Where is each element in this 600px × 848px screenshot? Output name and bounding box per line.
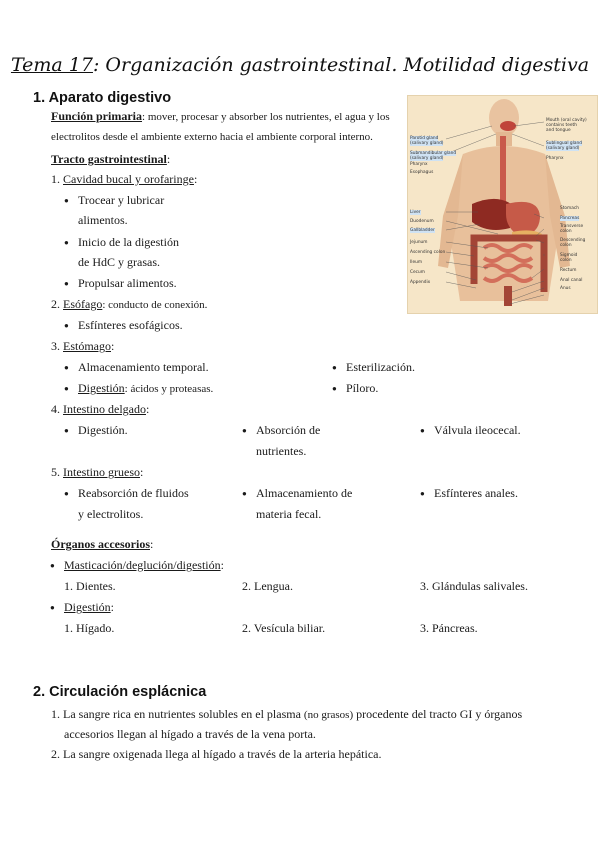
paragraph-text: La sangre rica en nutrientes solubles en el plasma <box>63 707 301 721</box>
section-heading-circulacion: 2. Circulación esplácnica <box>33 684 207 700</box>
bullet-item: ● Digestión. <box>78 423 128 438</box>
figure-label: Anus <box>560 286 571 291</box>
item-number: 3. <box>51 339 60 353</box>
figure-label: Sublingual gland <box>546 141 582 146</box>
bullet-item: ● Trocear y lubricar <box>78 193 164 208</box>
list-item-esofago <box>51 297 207 313</box>
figure-label: Transverse <box>560 224 584 229</box>
item-label: Cavidad bucal y orofaringe <box>63 172 194 186</box>
figure-label: (salivary gland) <box>410 141 444 146</box>
esophagus-shape <box>500 136 506 208</box>
figure-label: Descending <box>560 238 586 243</box>
paragraph-number: 1. <box>51 707 60 721</box>
accessory-item: 2. Vesícula biliar. <box>242 621 326 635</box>
organos-accesorios-colon: : <box>149 537 154 551</box>
item-label: Estómago <box>63 339 111 353</box>
bullet-continuation: alimentos. <box>78 213 128 227</box>
rectum-shape <box>504 286 512 306</box>
tracto-gi-colon: : <box>166 152 171 166</box>
accessory-item: 3. Glándulas salivales. <box>420 579 528 593</box>
figure-label: Jejunum <box>410 240 428 245</box>
item-label: Intestino grueso <box>63 465 140 479</box>
figure-label: (salivary gland) <box>410 156 444 161</box>
digestion-accesorios-label: Digestión <box>64 600 111 614</box>
figure-label: (salivary gland) <box>546 146 580 151</box>
bullet-item: ● Reabsorción de fluidos <box>78 486 189 501</box>
figure-label: Pharynx <box>410 162 428 167</box>
funcion-primaria-label: Función primaria <box>51 109 143 123</box>
figure-label: Parotid gland <box>410 136 439 141</box>
bullet-continuation: y electrolitos. <box>78 507 144 521</box>
item-suffix: : conducto de conexión. <box>102 299 208 311</box>
figure-label: Stomach <box>560 206 579 211</box>
list-item-estomago <box>51 339 114 354</box>
section-heading-aparato-digestivo: 1. Aparato digestivo <box>33 90 172 106</box>
bullet-item: ● Esfínteres esofágicos. <box>78 318 183 333</box>
figure-label: Rectum <box>560 268 577 273</box>
list-item-intestino-grueso <box>51 465 143 480</box>
list-item-intestino-delgado <box>51 402 149 417</box>
masticacion-label: Masticación/deglución/digestión <box>64 558 221 572</box>
paragraph-2 <box>51 747 382 762</box>
item-label: Intestino delgado <box>63 402 146 416</box>
figure-label: Esophagus <box>410 170 434 175</box>
figure-label: Cecum <box>410 270 425 275</box>
head-shape <box>489 99 519 137</box>
figure-label: Pancreas <box>560 216 580 221</box>
accessory-item: 1. Dientes. <box>64 579 116 593</box>
figure-label: Ileum <box>410 260 423 265</box>
paragraph-1-line2: accesorios llegan al hígado a través de la vena porta. <box>64 727 316 741</box>
bullet-continuation: nutrientes. <box>256 444 307 458</box>
bullet-continuation: materia fecal. <box>256 507 322 521</box>
bullet-item <box>78 381 213 397</box>
item-number: 4. <box>51 402 60 416</box>
figure-label: Submandibular gland <box>410 151 457 156</box>
item-number: 1. <box>51 172 60 186</box>
item-suffix: : <box>193 172 198 186</box>
bullet-item: ● Inicio de la digestión <box>78 235 179 250</box>
funcion-primaria-text: : mover, procesar y absorber los nutrientes, el agua y los <box>142 111 390 123</box>
title-topic: Tema 17 <box>10 54 93 76</box>
bullet-item: ● Válvula ileocecal. <box>434 423 521 438</box>
figure-label: Anal canal <box>560 278 583 283</box>
bullet-item: ● Almacenamiento temporal. <box>78 360 209 375</box>
accessory-item: 2. Lengua. <box>242 579 293 593</box>
figure-label: Sigmoid <box>560 253 578 258</box>
mouth-shape <box>500 121 516 131</box>
tracto-gi-label: Tracto gastrointestinal <box>51 152 167 166</box>
bullet-item: ● Píloro. <box>346 381 378 396</box>
accessory-item: 3. Páncreas. <box>420 621 478 635</box>
digestive-system-figure <box>407 95 598 314</box>
paragraph-text: La sangre oxigenada llega al hígado a través de la arteria hepática. <box>63 747 382 761</box>
list-item-cavidad-bucal <box>51 172 197 187</box>
figure-label: Gallbladder <box>410 228 435 233</box>
paragraph-number: 2. <box>51 747 60 761</box>
paragraph-small-text: (no grasos) <box>303 709 354 721</box>
title-rest: : Organización gastrointestinal. Motilidad digestiva <box>92 54 590 76</box>
digestion-label: Digestión <box>78 381 125 395</box>
bullet-continuation: de HdC y grasas. <box>78 255 160 269</box>
figure-label: colon <box>560 229 572 234</box>
funcion-primaria-line2: electrolitos desde el ambiente externo hacia el ambiente corporal interno. <box>51 131 373 143</box>
digestion-accesorios-colon: : <box>110 600 115 614</box>
item-suffix: : <box>145 402 150 416</box>
accessory-item: 1. Hígado. <box>64 621 115 635</box>
page-title <box>0 54 600 76</box>
item-number: 5. <box>51 465 60 479</box>
paragraph-1-line1 <box>51 707 522 723</box>
bullet-digestion <box>64 600 114 615</box>
organos-accesorios-heading <box>51 537 153 552</box>
bullet-item: ● Esfínteres anales. <box>434 486 518 501</box>
tracto-gi-heading <box>51 152 170 167</box>
bullet-item: ● Absorción de <box>256 423 320 438</box>
figure-label: Liver <box>410 210 421 215</box>
item-suffix: : <box>140 465 144 479</box>
figure-label: contains teeth <box>546 123 577 128</box>
funcion-primaria-line1 <box>51 109 390 125</box>
bullet-item: ● Propulsar alimentos. <box>78 276 177 291</box>
figure-label: colon <box>560 258 572 263</box>
figure-label: Mouth (oral cavity) <box>546 118 587 123</box>
paragraph-text: procedente del tracto GI y órganos <box>356 707 523 721</box>
bullet-item: ● Esterilización. <box>346 360 415 375</box>
figure-label: and tongue <box>546 128 571 133</box>
organos-accesorios-label: Órganos accesorios <box>51 537 150 551</box>
item-suffix: : <box>111 339 115 353</box>
figure-label: Pharynx <box>546 156 564 161</box>
digestion-rest: : ácidos y proteasas. <box>124 383 214 395</box>
bullet-item: ● Almacenamiento de <box>256 486 352 501</box>
figure-label: colon <box>560 243 572 248</box>
bullet-masticacion <box>64 558 224 573</box>
item-number: 2. <box>51 297 60 311</box>
figure-label: Appendix <box>410 280 431 285</box>
figure-label: Ascending colon <box>410 250 446 255</box>
figure-label: Duodenum <box>410 219 434 224</box>
masticacion-colon: : <box>220 558 224 572</box>
item-label: Esófago <box>63 297 103 311</box>
